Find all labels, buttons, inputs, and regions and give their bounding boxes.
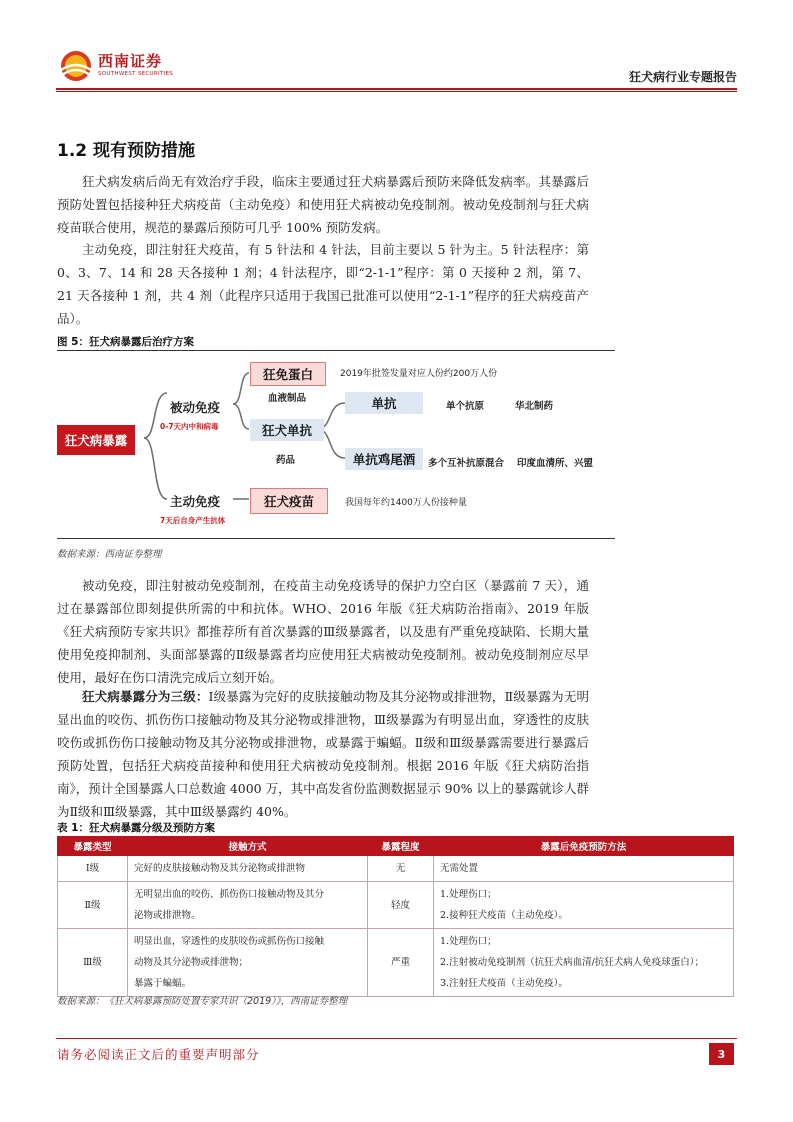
vaccine-note: 我国每年约1400万人份接种量: [345, 498, 467, 508]
cell-contact: [128, 856, 368, 882]
figure-source: 数据来源：西南证券整理: [57, 549, 162, 560]
table-header-cell: 暴露程度: [368, 837, 434, 856]
cell-line: 明显出血，穿透性的皮肤咬伤或抓伤伤口接触: [134, 936, 325, 947]
table-row: [58, 856, 734, 882]
header-divider-thin: [56, 91, 737, 92]
cell-exposure-type: Ⅲ级: [58, 929, 128, 997]
cell-exposure-type: Ⅰ级: [58, 856, 128, 882]
table-source: 数据来源：《狂犬病暴露预防处置专家共识（2019）》，西南证券整理: [57, 996, 348, 1007]
cell-line: 2.注射被动免疫制剂（抗狂犬病血清/抗狂犬病人免疫球蛋白）；: [440, 957, 705, 968]
paragraph-2: 主动免疫，即注射狂犬疫苗，有 5 针法和 4 针法，目前主要以 5 针为主。5 针法程序：第 0、3、7、14 和 28 天各接种 1 剂；4 针法程序，即“2-1-1”程序：第 0 天接种 2 剂，第 7、21 天各接种 1 剂，共 4 剂（此程序只适用于我国已批准可以使用“2-1-1”程序的狂犬病疫苗产品）。: [57, 242, 589, 326]
box-rabies-monoclonal: 狂犬单抗: [250, 419, 324, 441]
table-row: [58, 929, 734, 997]
figure-top-rule: [57, 350, 615, 351]
cocktail-description: 多个互补抗原混合: [428, 458, 505, 469]
table-header-cell: 暴露后免疫预防方法: [434, 837, 734, 856]
box-single-mab: 单抗: [345, 392, 423, 414]
cell-method: [434, 856, 734, 882]
passive-immunity-note: 0-7天内中和病毒: [160, 422, 219, 431]
table-header-row: [58, 837, 734, 856]
cell-line: 动物及其分泌物或排泄物；: [134, 957, 249, 968]
cell-line: 暴露于蝙蝠。: [134, 978, 192, 989]
company-logo: [56, 44, 196, 88]
cocktail-company: 印度血清所、兴盟: [517, 458, 594, 469]
page-number: 3: [709, 1043, 734, 1065]
root-box-rabies-exposure: 狂犬病暴露: [57, 425, 135, 455]
branch-passive-immunity: 被动免疫: [170, 400, 221, 415]
figure-caption: 图 5：狂犬病暴露后治疗方案: [57, 336, 194, 348]
report-title: 狂犬病行业专题报告: [628, 70, 737, 84]
cell-line: 1.处理伤口；: [440, 889, 497, 900]
table-header-cell: 暴露类型: [58, 837, 128, 856]
cell-line: 无明显出血的咬伤、抓伤伤口接触动物及其分: [134, 889, 325, 900]
single-mab-company: 华北制药: [515, 401, 554, 412]
logo-sun-icon: [56, 46, 96, 86]
cell-method: [434, 929, 734, 997]
cell-line: 2.接种狂犬疫苗（主动免疫）。: [440, 910, 568, 921]
paragraph-3: 被动免疫，即注射被动免疫制剂，在疫苗主动免疫诱导的保护力空白区（暴露前 7 天），通过在暴露部位即刻提供所需的中和抗体。WHO、2016 年版《狂犬病防治指南》、2019 年版《狂犬病预防专家共识》都推荐所有首次暴露的Ⅲ级暴露者，以及患有严重免疫缺陷、长期大量使用免疫抑制剂、头面部暴露的Ⅱ级暴露者均应使用狂犬病被动免疫制剂。被动免疫制剂应尽早使用，最好在伤口清洗完成后立刻开始。: [57, 578, 589, 685]
box-rabies-vaccine: 狂犬疫苗: [250, 488, 328, 514]
immunoglobulin-note: 2019年批签发量对应人份约200万人份: [340, 369, 498, 379]
cell-contact: [128, 929, 368, 997]
branch-active-immunity: 主动免疫: [170, 494, 221, 509]
figure-connectors: [57, 352, 615, 537]
label-blood-products: 血液制品: [268, 393, 307, 404]
single-mab-description: 单个抗原: [446, 401, 485, 412]
footer-disclaimer: 请务必阅读正文后的重要声明部分: [57, 1047, 260, 1062]
cell-line: 完好的皮肤接触动物及其分泌物或排泄物: [134, 863, 306, 874]
logo-text-cn: 西南证券: [98, 52, 163, 70]
section-title: 1.2 现有预防措施: [57, 141, 196, 161]
logo-text-en: SOUTHWEST SECURITIES: [98, 71, 174, 77]
footer-divider: [56, 1038, 737, 1039]
paragraph-1: 狂犬病发病后尚无有效治疗手段，临床主要通过狂犬病暴露后预防来降低发病率。其暴露后预防处置包括接种狂犬病疫苗（主动免疫）和使用狂犬病被动免疫制剂。被动免疫制剂与狂犬病疫苗联合使用，规范的暴露后预防可几乎 100% 预防发病。: [57, 174, 589, 235]
paragraph-4-lead: 狂犬病暴露分为三级：: [82, 689, 209, 704]
table-header-cell: 接触方式: [128, 837, 368, 856]
label-drugs: 药品: [276, 455, 296, 466]
table-row: [58, 882, 734, 929]
figure-bottom-rule: [57, 538, 615, 539]
cell-method: [434, 882, 734, 929]
header-divider: [56, 88, 737, 90]
paragraph-4: [57, 685, 589, 823]
paragraph-4-body: Ⅰ级暴露为完好的皮肤接触动物及其分泌物或排泄物，Ⅱ级暴露为无明显出血的咬伤、抓伤伤口接触动物及其分泌物或排泄物，Ⅲ级暴露为有明显出血，穿透性的皮肤咬伤或抓伤伤口接触动物及其分泌物或排泄物，或暴露于蝙蝠。Ⅱ级和Ⅲ级暴露需要进行暴露后预防处置，包括狂犬病疫苗接种和使用狂犬病被动免疫制剂。根据 2016 年版《狂犬病防治指南》，预计全国暴露人口总数逾 4000 万，其中高发省份监测数据显示 90% 以上的暴露就诊人群为Ⅱ级和Ⅲ级暴露，其中Ⅲ级暴露约 40%。: [57, 689, 589, 819]
cell-line: 无需处置: [440, 863, 479, 874]
table-caption: 表 1：狂犬病暴露分级及预防方案: [57, 822, 215, 834]
box-mab-cocktail: 单抗鸡尾酒: [345, 448, 423, 470]
cell-contact: [128, 882, 368, 929]
cell-degree: 无: [368, 856, 434, 882]
active-immunity-note: 7天后自身产生抗体: [160, 516, 226, 525]
cell-degree: 严重: [368, 929, 434, 997]
cell-line: 泌物或排泄物。: [134, 910, 201, 921]
cell-line: 1.处理伤口；: [440, 936, 497, 947]
cell-exposure-type: Ⅱ级: [58, 882, 128, 929]
box-rabies-immunoglobulin: 狂免蛋白: [250, 362, 326, 386]
exposure-table: [57, 836, 734, 997]
cell-degree: 轻度: [368, 882, 434, 929]
cell-line: 3.注射狂犬疫苗（主动免疫）。: [440, 978, 568, 989]
